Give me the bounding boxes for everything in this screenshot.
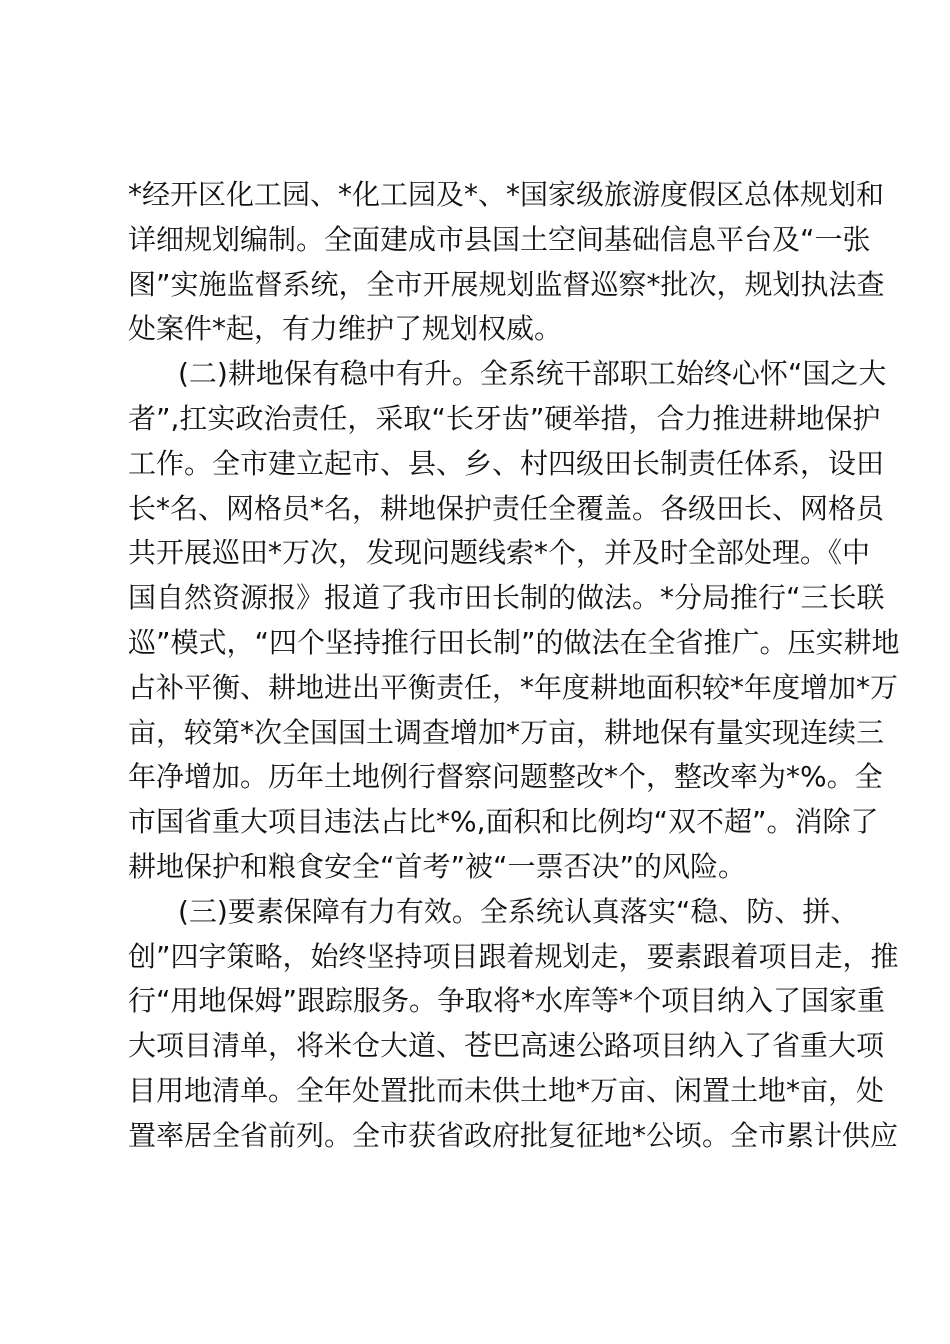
text-line: 目用地清单。全年处置批而未供土地*万亩、闲置土地*亩，处 xyxy=(128,1073,885,1107)
text-line: 处案件*起，有力维护了规划权威。 xyxy=(128,312,563,346)
text-line: 占补平衡、耕地进出平衡责任，*年度耕地面积较*年度增加*万 xyxy=(128,670,899,704)
text-line: 行“用地保姆”跟踪服务。争取将*水库等*个项目纳入了国家重 xyxy=(128,984,886,1018)
text-line: 共开展巡田*万次，发现问题线索*个，并及时全部处理。《中 xyxy=(128,536,871,570)
text-line: 年净增加。历年土地例行督察问题整改*个，整改率为*%。全 xyxy=(128,760,883,794)
text-line: 大项目清单，将米仓大道、苍巴高速公路项目纳入了省重大项 xyxy=(128,1029,885,1063)
body-text xyxy=(128,173,900,1159)
text-line: 亩，较第*次全国国土调查增加*万亩，耕地保有量实现连续三 xyxy=(128,715,885,749)
text-line: 国自然资源报》报道了我市田长制的做法。*分局推行“三长联 xyxy=(128,581,885,615)
text-line: 置率居全省前列。全市获省政府批复征地*公顷。全市累计供应 xyxy=(128,1118,899,1152)
text-line: 图”实施监督系统，全市开展规划监督巡察*批次，规划执法查 xyxy=(128,267,885,301)
text-line: 市国省重大项目违法占比*%,面积和比例均“双不超”。消除了 xyxy=(128,805,879,839)
text-line: 巡”模式，“四个坚持推行田长制”的做法在全省推广。压实耕地 xyxy=(128,625,900,659)
text-line: 工作。全市建立起市、县、乡、村四级田长制责任体系，设田 xyxy=(128,446,885,480)
text-line: 者”,扛实政治责任，采取“长牙齿”硬举措，合力推进耕地保护 xyxy=(128,401,881,435)
text-line: 详细规划编制。全面建成市县国土空间基础信息平台及“一张 xyxy=(128,222,871,256)
text-line: 耕地保护和粮食安全“首考”被“一票否决”的风险。 xyxy=(128,849,747,883)
section-heading-line: (三)要素保障有力有效。全系统认真落实“稳、防、拼、 xyxy=(178,894,859,928)
section-heading-line: (二)耕地保有稳中有升。全系统干部职工始终心怀“国之大 xyxy=(178,357,887,391)
text-line: 长*名、网格员*名，耕地保护责任全覆盖。各级田长、网格员 xyxy=(128,491,885,525)
text-line: *经开区化工园、*化工园及*、*国家级旅游度假区总体规划和 xyxy=(128,178,885,211)
text-line: 创”四字策略，始终坚持项目跟着规划走，要素跟着项目走，推 xyxy=(128,939,899,973)
